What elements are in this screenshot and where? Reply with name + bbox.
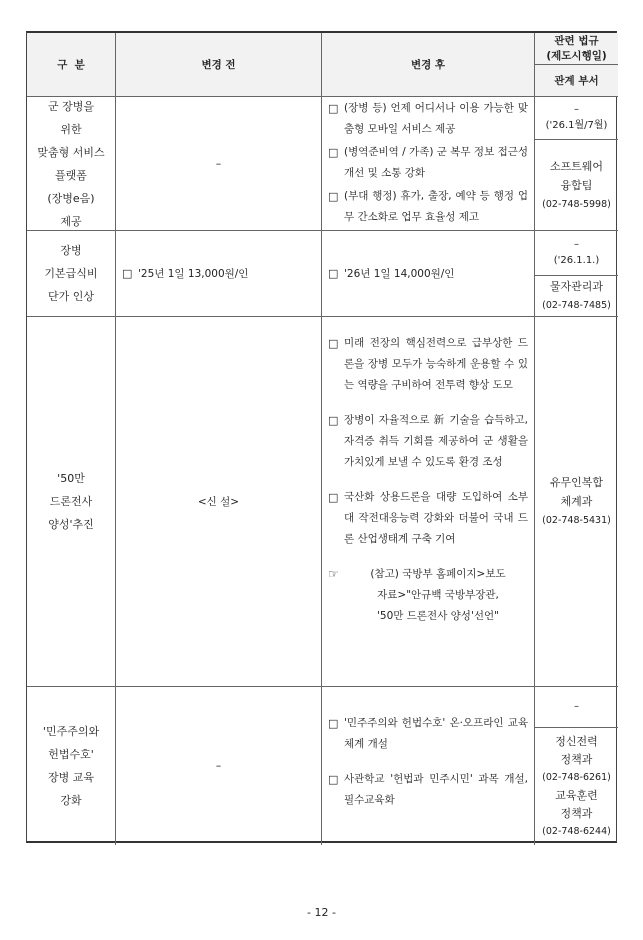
header-after xyxy=(322,33,535,97)
dept-phone: (02-748-7485) xyxy=(542,300,611,311)
law-info xyxy=(535,97,618,140)
dept-name: 융합팀 xyxy=(560,178,593,192)
reference-line: (참고) 국방부 홈페이지>보도 xyxy=(370,568,506,580)
reference-line: '50만 드론전사 양성'선언" xyxy=(377,610,499,622)
law-dash: – xyxy=(574,239,579,250)
dept-info xyxy=(535,140,618,230)
dept-name: 소프트웨어 xyxy=(549,159,604,173)
after-item xyxy=(328,713,528,755)
law-info xyxy=(535,231,618,276)
category-line: 기본급식비 xyxy=(44,267,98,280)
header-after-label: 변경 후 xyxy=(410,59,446,71)
checkbox-icon: □ xyxy=(122,267,133,280)
category-line: 제공 xyxy=(60,214,82,228)
row4-after xyxy=(322,687,535,845)
row1-after xyxy=(322,97,535,231)
law-dash: – xyxy=(574,701,579,712)
before-text: '25년 1일 13,000원/인 xyxy=(138,268,249,280)
row1-law-dept xyxy=(535,97,618,231)
header-dept xyxy=(535,65,618,97)
checkbox-icon: □ xyxy=(328,190,339,203)
page-number: - 12 - xyxy=(307,906,336,919)
dept-name: 정책과 xyxy=(560,752,593,766)
category-line: 위한 xyxy=(60,122,82,136)
dept-phone: (02-748-5431) xyxy=(542,515,611,526)
after-item xyxy=(328,769,528,811)
checkbox-icon: □ xyxy=(328,773,339,786)
after-item-text: 사관학교 '헌법과 민주시민' 과목 개설, 필수교육화 xyxy=(344,773,528,806)
header-law-label: 관련 법규 (제도시행일) xyxy=(546,34,607,62)
category-line: 단가 인상 xyxy=(47,290,94,303)
checkbox-icon: □ xyxy=(328,491,339,504)
category-line: 장병 xyxy=(60,244,82,257)
header-category-label: 구 분 xyxy=(57,59,85,71)
row4-category xyxy=(27,687,116,845)
row1-category xyxy=(27,97,116,231)
header-law xyxy=(535,33,618,65)
after-item xyxy=(328,410,528,473)
after-item xyxy=(328,186,528,228)
after-item-text: 장병이 자율적으로 新 기술을 습득하고, 자격증 취득 기회를 제공하여 군 생활을 가치있게 보낼 수 있도록 환경 조성 xyxy=(344,414,528,468)
category-line: 맞춤형 서비스 xyxy=(37,145,105,159)
law-date: ('26.1월/7월) xyxy=(545,120,608,131)
category-line: 플랫폼 xyxy=(55,168,87,182)
row2-after xyxy=(322,231,535,317)
header-category xyxy=(27,33,116,97)
category-line: (장병e음) xyxy=(47,191,95,205)
dept-info xyxy=(535,728,618,845)
law-dash: – xyxy=(574,104,579,115)
dept-phone: (02-748-5998) xyxy=(542,198,611,210)
row3-law-dept xyxy=(535,317,618,687)
pointing-hand-icon: ☞ xyxy=(328,567,339,581)
after-item-text: '민주주의와 헌법수호' 온·오프라인 교육체계 개설 xyxy=(344,717,528,750)
row2-category xyxy=(27,231,116,317)
after-item xyxy=(328,333,528,396)
row4-before xyxy=(116,687,322,845)
dept-info xyxy=(535,276,618,316)
after-item xyxy=(328,142,528,184)
row3-after xyxy=(322,317,535,687)
dept-name: 체계과 xyxy=(560,495,593,508)
row4-law-dept xyxy=(535,687,618,845)
category-line: 강화 xyxy=(60,794,82,807)
after-item-text: (장병 등) 언제 어디서나 이용 가능한 맞춤형 모바일 서비스 제공 xyxy=(344,102,528,135)
row1-before xyxy=(116,97,322,231)
after-item-text: 미래 전장의 핵심전력으로 급부상한 드론을 장병 모두가 능숙하게 운용할 수 있는 역량을 구비하여 전투력 향상 도모 xyxy=(344,337,528,391)
before-text: <신 설> xyxy=(197,496,240,508)
dept-phone: (02-748-6261) xyxy=(542,771,611,783)
law-date: ('26.1.1.) xyxy=(553,255,600,266)
header-dept-label: 관계 부서 xyxy=(554,75,599,87)
row3-before xyxy=(116,317,322,687)
checkbox-icon: □ xyxy=(328,102,339,115)
after-item-text: (부대 행정) 휴가, 출장, 예약 등 행정 업무 간소화로 업무 효율성 제고 xyxy=(344,190,528,223)
after-item-text: '26년 1일 14,000원/인 xyxy=(344,268,455,280)
checkbox-icon: □ xyxy=(328,267,339,280)
header-before-label: 변경 전 xyxy=(201,59,236,71)
before-text: – xyxy=(215,760,222,772)
after-item xyxy=(328,98,528,140)
reference-note xyxy=(328,564,528,627)
category-line: 군 장병을 xyxy=(47,99,94,113)
row2-before xyxy=(116,231,322,317)
after-item-text: 국산화 상용드론을 대량 도입하여 소부대 작전대응능력 강화와 더불어 국내 드론 산업생태계 구축 기여 xyxy=(344,491,528,545)
category-line: '50만 xyxy=(57,472,85,485)
dept-info xyxy=(535,317,618,686)
category-line: 장병 교육 xyxy=(47,771,94,784)
category-line: 양성'추진 xyxy=(48,518,94,531)
dept-name: 교육훈련 xyxy=(555,788,598,802)
reference-line: 자료>"안규백 국방부장관, xyxy=(377,589,499,601)
category-line: 드론전사 xyxy=(49,495,93,508)
dept-name: 정책과 xyxy=(560,806,593,820)
before-text: – xyxy=(215,157,222,170)
row2-law-dept xyxy=(535,231,618,317)
dept-name: 물자관리과 xyxy=(549,280,604,293)
after-item xyxy=(328,487,528,550)
checkbox-icon: □ xyxy=(328,414,339,427)
dept-name: 정신전력 xyxy=(555,734,598,748)
after-item-text: (병역준비역 / 가족) 군 복무 정보 접근성 개선 및 소통 강화 xyxy=(344,146,528,179)
dept-name: 유무인복합 xyxy=(549,476,604,489)
header-before xyxy=(116,33,322,97)
law-info xyxy=(535,687,618,728)
category-line: 헌법수호' xyxy=(48,748,94,761)
reference-text xyxy=(348,564,528,627)
dept-phone: (02-748-6244) xyxy=(542,825,611,837)
category-line: '민주주의와 xyxy=(42,725,100,738)
policy-table xyxy=(26,31,617,843)
checkbox-icon: □ xyxy=(328,717,339,730)
checkbox-icon: □ xyxy=(328,146,339,159)
checkbox-icon: □ xyxy=(328,337,339,350)
row3-category xyxy=(27,317,116,687)
